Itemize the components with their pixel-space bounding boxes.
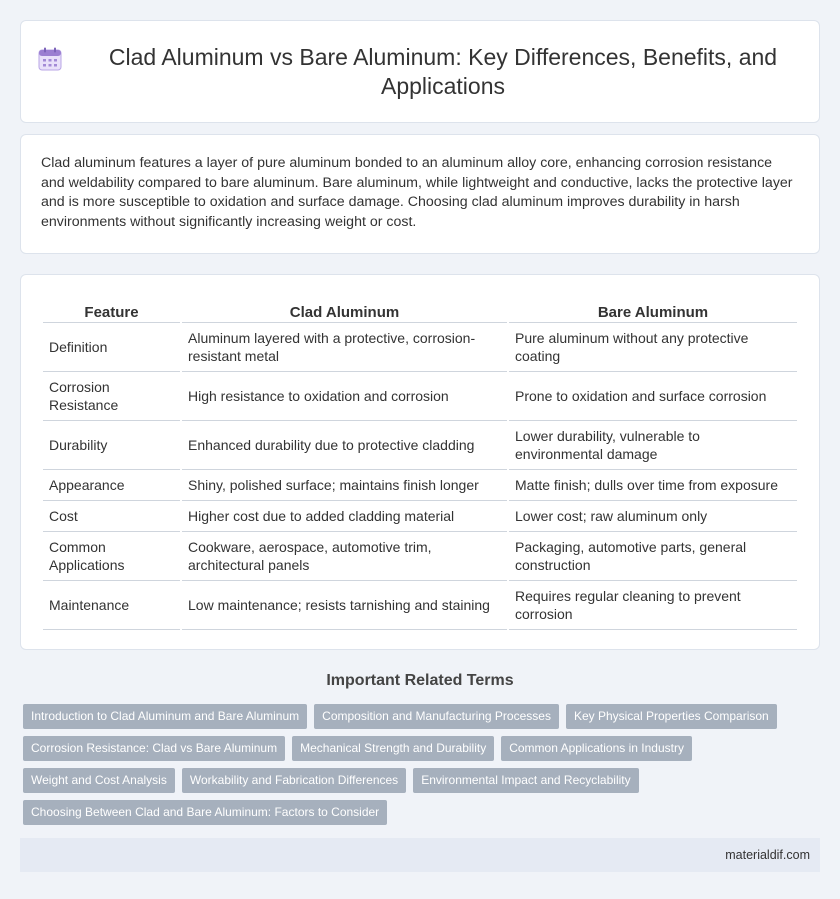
feature-cell: Cost xyxy=(43,501,180,532)
table-header-row xyxy=(43,299,797,323)
footer-site-link[interactable]: materialdif.com xyxy=(725,848,810,862)
table-row xyxy=(43,532,797,581)
intro-card xyxy=(20,134,820,254)
related-tag[interactable]: Choosing Between Clad and Bare Aluminum: Factors to Consider xyxy=(23,800,387,825)
footer xyxy=(20,838,820,872)
header-feature: Feature xyxy=(43,299,180,323)
bare-cell: Packaging, automotive parts, general construction xyxy=(509,532,797,581)
intro-paragraph: Clad aluminum features a layer of pure aluminum bonded to an aluminum alloy core, enhancing corrosion resistance and weldability compared to bare aluminum. Bare aluminum, while lightweight and conductive, lacks the protective layer and is more susceptible to oxidation and surface damage. Choosing clad aluminum improves durability in harsh environments without significantly increasing weight or cost. xyxy=(41,155,793,230)
related-tag[interactable]: Environmental Impact and Recyclability xyxy=(413,768,638,793)
clad-cell: Enhanced durability due to protective cladding xyxy=(182,421,507,470)
calendar-icon xyxy=(37,46,63,72)
bare-cell: Lower cost; raw aluminum only xyxy=(509,501,797,532)
table-row xyxy=(43,470,797,501)
clad-cell: Low maintenance; resists tarnishing and staining xyxy=(182,581,507,630)
table-row xyxy=(43,581,797,630)
clad-cell: High resistance to oxidation and corrosion xyxy=(182,372,507,421)
bare-cell: Pure aluminum without any protective coating xyxy=(509,323,797,372)
clad-cell: Aluminum layered with a protective, corrosion-resistant metal xyxy=(182,323,507,372)
feature-cell: Common Applications xyxy=(43,532,180,581)
clad-cell: Cookware, aerospace, automotive trim, architectural panels xyxy=(182,532,507,581)
table-row xyxy=(43,372,797,421)
comparison-table xyxy=(41,299,799,630)
bare-cell: Requires regular cleaning to prevent corrosion xyxy=(509,581,797,630)
header-card xyxy=(20,20,820,123)
table-row xyxy=(43,421,797,470)
related-tag[interactable]: Corrosion Resistance: Clad vs Bare Aluminum xyxy=(23,736,285,761)
clad-cell: Shiny, polished surface; maintains finish longer xyxy=(182,470,507,501)
feature-cell: Corrosion Resistance xyxy=(43,372,180,421)
header-bare-aluminum: Bare Aluminum xyxy=(509,299,797,323)
related-tag[interactable]: Composition and Manufacturing Processes xyxy=(314,704,559,729)
related-terms-title: Important Related Terms xyxy=(326,672,514,689)
related-tag[interactable]: Introduction to Clad Aluminum and Bare Aluminum xyxy=(23,704,307,729)
bare-cell: Lower durability, vulnerable to environmental damage xyxy=(509,421,797,470)
bare-cell: Matte finish; dulls over time from exposure xyxy=(509,470,797,501)
clad-cell: Higher cost due to added cladding material xyxy=(182,501,507,532)
table-row xyxy=(43,501,797,532)
page-title: Clad Aluminum vs Bare Aluminum: Key Differences, Benefits, and Applications xyxy=(108,43,778,99)
bare-cell: Prone to oxidation and surface corrosion xyxy=(509,372,797,421)
header-clad-aluminum: Clad Aluminum xyxy=(182,299,507,323)
related-tag[interactable]: Key Physical Properties Comparison xyxy=(566,704,777,729)
feature-cell: Definition xyxy=(43,323,180,372)
feature-cell: Durability xyxy=(43,421,180,470)
related-tag[interactable]: Common Applications in Industry xyxy=(501,736,692,761)
feature-cell: Maintenance xyxy=(43,581,180,630)
related-terms-tags xyxy=(20,704,800,832)
table-row xyxy=(43,323,797,372)
feature-cell: Appearance xyxy=(43,470,180,501)
related-tag[interactable]: Mechanical Strength and Durability xyxy=(292,736,494,761)
related-tag[interactable]: Workability and Fabrication Differences xyxy=(182,768,406,793)
comparison-table-card xyxy=(20,274,820,650)
header xyxy=(37,43,803,101)
related-tag[interactable]: Weight and Cost Analysis xyxy=(23,768,175,793)
